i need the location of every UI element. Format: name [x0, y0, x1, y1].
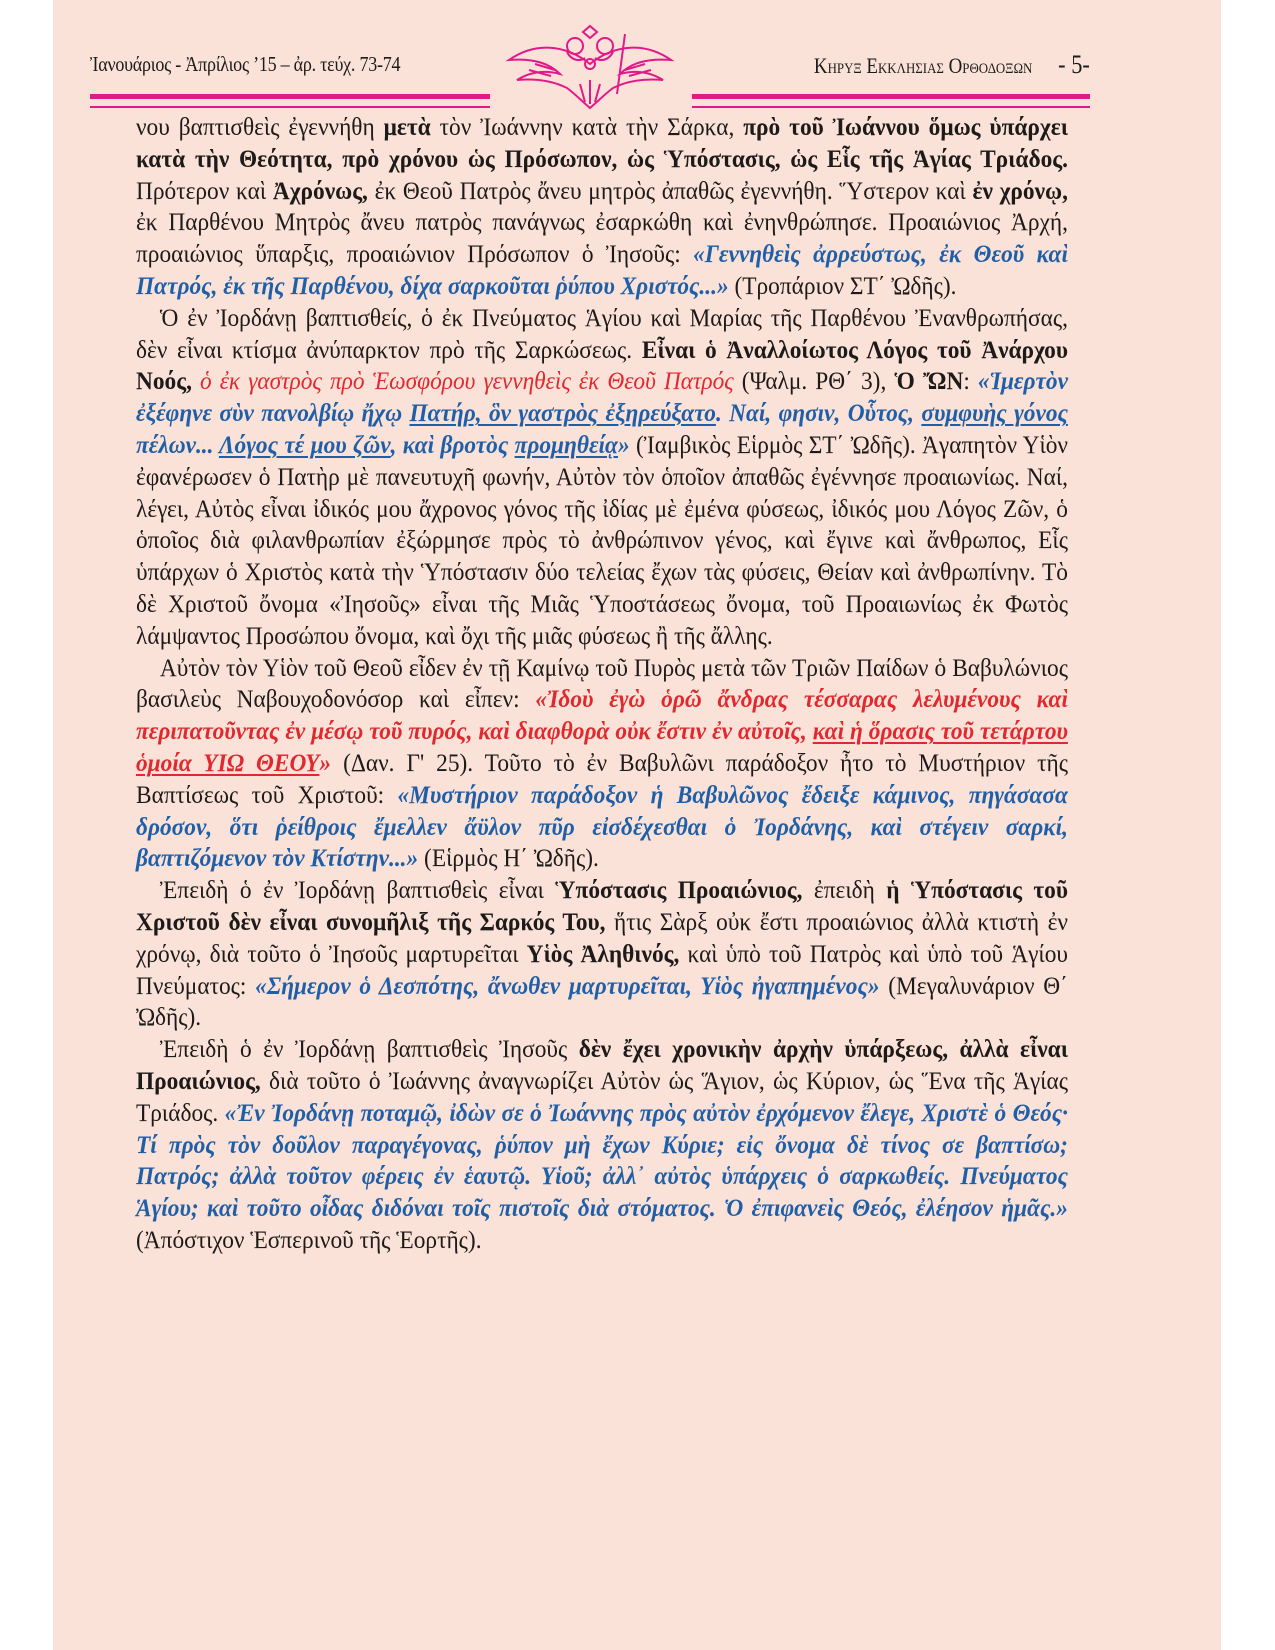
header-rule-left — [90, 94, 490, 99]
hymn-quote-blue: «Ἱμερτὸν ἐξέφηνε σὺν πανολβίῳ ἤχῳ — [136, 367, 1068, 428]
issue-date: Ἰανουάριος - Ἀπρίλιος ’15 – ἀρ. τεύχ. 73-74 — [90, 52, 401, 76]
publication-title: Κηρυξ Εκκλησιας Ορθοδοξων — [814, 53, 1033, 78]
hymn-quote-blue: πέλων... — [136, 430, 219, 459]
bold-emphasis: δὲν ἔχει χρονικὴν ἀρχὴν ὑπάρξεως, ἀλλὰ εἶναι Προαιώνιος, — [136, 1035, 1068, 1095]
header-rule-right-thin — [692, 106, 1090, 108]
paragraph — [136, 875, 1068, 1034]
body-text-run: ἐκ Παρθένου Μητρὸς ἄνευ πατρὸς πανάγνως ἐσαρκώθη καὶ ἐνηνθρώπησε. Προαιώνιος Ἀρχή, προαιώνιος ὕπαρξις, προαιώνιον Πρόσωπον ὁ Ἰησοῦς: — [136, 208, 1068, 269]
header-rule-left-thin — [90, 106, 490, 108]
paragraph — [136, 112, 1068, 303]
scripture-quote-red: «Ἰδοὺ ἐγὼ ὁρῶ ἄνδρας τέσσαρας λελυμένους καὶ περιπατοῦντας ἐν μέσῳ τοῦ πυρός, καὶ διαφθορὰ οὐκ ἔστιν ἐν αὐτοῖς, — [136, 685, 1068, 746]
hymn-quote-blue: «Ἐν Ἰορδάνῃ ποταμῷ, ἰδὼν σε ὁ Ἰωάννης πρὸς αὐτὸν ἐρχόμενον ἔλεγε, Χριστὲ ὁ Θεός· Τί πρὸς τὸν δοῦλον παραγέγονας, ῥύπον μὴ ἔχων Κύριε; εἰς ὄνομα δὲ τίνος σε βαπτίσω; Πατρός; ἀλλὰ τοῦτον φέρεις ἐν ἑαυτῷ. Υἱοῦ; ἀλλ᾽ αὐτὸς ὑπάρχεις ὁ σαρκωθείς. Πνεύματος Ἁγίου; καὶ τοῦτο οἶδας διδόναι τοῖς πιστοῖς διὰ στόματος. Ὁ ἐπιφανεὶς Θεός, ἐλέησον ἡμᾶς.» — [136, 1098, 1068, 1223]
header-rule-right — [692, 94, 1090, 99]
bold-emphasis: ἐν χρόνῳ, — [972, 176, 1068, 205]
body-text-run: ἐκ Θεοῦ Πατρὸς ἄνευ μητρὸς ἀπαθῶς ἐγεννήθη. Ὕστερον καὶ — [367, 176, 973, 205]
body-text-run: : — [963, 367, 978, 396]
bold-emphasis: Ἀχρόνως, — [272, 176, 368, 205]
hymn-quote-blue: , καὶ βροτὸς — [390, 430, 515, 459]
hymn-quote-blue-underlined: Λόγος τέ μου ζῶν — [218, 430, 391, 459]
bold-emphasis: Υἱὸς Ἀληθινός, — [526, 939, 680, 968]
scripture-quote-red-underlined: καὶ ἡ ὅρασις τοῦ τετάρτου ὁμοία ΥΙΩ ΘΕΟΥ — [136, 717, 1068, 777]
body-text-run: καὶ ὑπὸ τοῦ Πατρὸς καὶ ὑπὸ τοῦ Ἁγίου Πνεύματος: — [136, 939, 1068, 1000]
hymn-quote-blue-underlined: Πατήρ, ὃν γαστρὸς ἐξηρεύξατο — [409, 399, 716, 428]
paragraph — [136, 653, 1068, 876]
body-text-run: (Δαν. Γ' 25). Τοῦτο τὸ ἐν Βαβυλῶνι παράδοξον ἦτο τὸ Μυστήριον τῆς Βαπτίσεως τοῦ Χριστοῦ: — [136, 748, 1068, 809]
hymn-quote-blue: » — [617, 430, 630, 459]
body-text-run: Αὐτὸν τὸν Υἱὸν τοῦ Θεοῦ εἶδεν ἐν τῇ Καμίνῳ τοῦ Πυρὸς μετὰ τῶν Τριῶν Παίδων ὁ Βαβυλώνιος βασιλεὺς Ναβουχοδονόσορ καὶ εἶπεν: — [136, 653, 1068, 714]
body-text-run: ἥτις Σὰρξ οὐκ ἔστι προαιώνιος ἀλλὰ κτιστὴ ἐν χρόνῳ, διὰ τοῦτο ὁ Ἰησοῦς μαρτυρεῖται — [136, 907, 1068, 968]
hymn-quote-blue: . Ναί, φησιν, Οὗτος, — [715, 399, 922, 428]
page-header — [90, 36, 1090, 112]
body-text-run: διὰ τοῦτο ὁ Ἰωάννης ἀναγνωρίζει Αὐτὸν ὡς Ἅγιον, ὡς Κύριον, ὡς Ἕνα τῆς Ἁγίας Τριάδος. — [136, 1066, 1068, 1127]
hymn-quote-blue: «Σήμερον ὁ Δεσπότης, ἄνωθεν μαρτυρεῖται, Υἱὸς ἠγαπημένος» — [255, 971, 880, 1000]
body-text-run: Πρότερον καὶ — [136, 176, 273, 205]
body-text-run: (Τροπάριον ΣΤ΄ Ὠδῆς). — [728, 271, 957, 300]
body-text-run: (Μεγαλυνάριον Θ΄ Ὠδῆς). — [136, 971, 1068, 1032]
body-text-run: Ἐπειδὴ ὁ ἐν Ἰορδάνῃ βαπτισθεὶς εἶναι — [159, 876, 556, 905]
hymn-quote-blue: «Μυστήριον παράδοξον ἡ Βαβυλῶνος ἔδειξε κάμινος, πηγάσασα δρόσον, ὅτι ῥείθροις ἔμελλεν ἄϋλον πῦρ εἰσδέχεσθαι ὁ Ἰορδάνης, καὶ στέγειν σαρκί, βαπτιζόμενον τὸν Κτίστην...» — [136, 780, 1068, 873]
bold-emphasis: μετὰ — [383, 113, 431, 141]
page-number: - 5- — [1058, 50, 1090, 79]
body-text-run: νου βαπτισθεὶς ἐγεννήθη — [136, 113, 384, 141]
double-headed-eagle-icon — [505, 24, 675, 110]
scripture-quote-red: » — [319, 748, 332, 777]
body-text-run: (Εἱρμὸς Η΄ Ὠδῆς). — [418, 844, 599, 873]
hymn-quote-blue-underlined: προμηθείᾳ — [514, 430, 618, 459]
bold-emphasis: Εἶναι ὁ Ἀναλλοίωτος Λόγος τοῦ Ἀνάρχου Νοός, — [136, 335, 1068, 396]
paragraph — [136, 1034, 1068, 1257]
body-text-run: (Ἰαμβικὸς Εἱρμὸς ΣΤ΄ Ὠδῆς). Ἀγαπητὸν Υἱὸν ἐφανέρωσεν ὁ Πατὴρ μὲ πανευτυχῆ φωνήν, Αὐτὸν τὸν ὁποῖον ἀπαθῶς ἐγέννησε προαιωνίως. Ναί, λέγει, Αὐτὸς εἶναι ἰδικός μου ἄχρονος γόνος τῆς ἰδίας μὲ ἐμένα φύσεως, ἰδικός μου Λόγος Ζῶν, ὁ ὁποῖος διὰ φιλανθρωπίαν ἐξώρμησε πρὸς τὸ ἀνθρώπινον γένος, καὶ ἔγινε καὶ ἄνθρωπος, Εἷς ὑπάρχων ὁ Χριστὸς κατὰ τὴν Ὑπόστασιν δύο τελείας ἔχων τὰς φύσεις, Θείαν καὶ ἀνθρωπίνην. Τὸ δὲ Χριστοῦ ὄνομα «Ἰησοῦς» εἶναι τῆς Μιᾶς Ὑποστάσεως ὄνομα, τοῦ Προαιωνίως ἐκ Φωτὸς λάμψαντος Προσώπου ὄνομα, καὶ ὄχι τῆς μιᾶς φύσεως ἢ τῆς ἄλλης. — [136, 430, 1068, 650]
body-text-run: τὸν Ἰωάννην κατὰ τὴν Σάρκα, — [430, 113, 744, 141]
hymn-quote-blue: «Γεννηθεὶς ἀρρεύστως, ἐκ Θεοῦ καὶ Πατρός, ἐκ τῆς Παρθένου, δίχα σαρκοῦται ῥύπου Χριστός...» — [136, 240, 1068, 300]
body-text-run: Ὁ ἐν Ἰορδάνῃ βαπτισθείς, ὁ ἐκ Πνεύματος Ἁγίου καὶ Μαρίας τῆς Παρθένου Ἐνανθρωπήσας, δὲν εἶναι κτίσμα ἀνύπαρκτον πρὸ τῆς Σαρκώσεως. — [136, 303, 1068, 364]
body-text-run: (Ψαλμ. ΡΘ΄ 3), — [733, 367, 895, 396]
paragraph — [136, 303, 1068, 653]
bold-emphasis: Ὑπόστασις Προαιώνιος, — [555, 876, 803, 905]
body-text-run: Ἐπειδὴ ὁ ἐν Ἰορδάνῃ βαπτισθεὶς Ἰησοῦς — [159, 1035, 579, 1064]
bold-emphasis: Ὁ ὬΝ — [894, 367, 964, 396]
bold-emphasis: ἡ Ὑπόστασις τοῦ Χριστοῦ δὲν εἶναι συνομῆλιξ τῆς Σαρκός Του, — [136, 876, 1068, 936]
bold-emphasis: πρὸ τοῦ Ἰωάννου ὅμως ὑπάρχει κατὰ τὴν Θεότητα, πρὸ χρόνου ὡς Πρόσωπον, ὡς Ὑπόστασις, ὡς Εἷς τῆς Ἁγίας Τριάδος. — [136, 113, 1068, 173]
article-body — [136, 112, 1068, 1257]
scripture-quote-red: ὁ ἐκ γαστρὸς πρὸ Ἑωσφόρου γεννηθεὶς ἐκ Θεοῦ Πατρός — [191, 367, 734, 396]
hymn-quote-blue-underlined: συμφυὴς γόνος — [921, 399, 1068, 428]
body-text-run: (Ἀπόστιχον Ἑσπερινοῦ τῆς Ἑορτῆς). — [136, 1225, 482, 1254]
body-text-run: ἐπειδὴ — [802, 876, 887, 905]
